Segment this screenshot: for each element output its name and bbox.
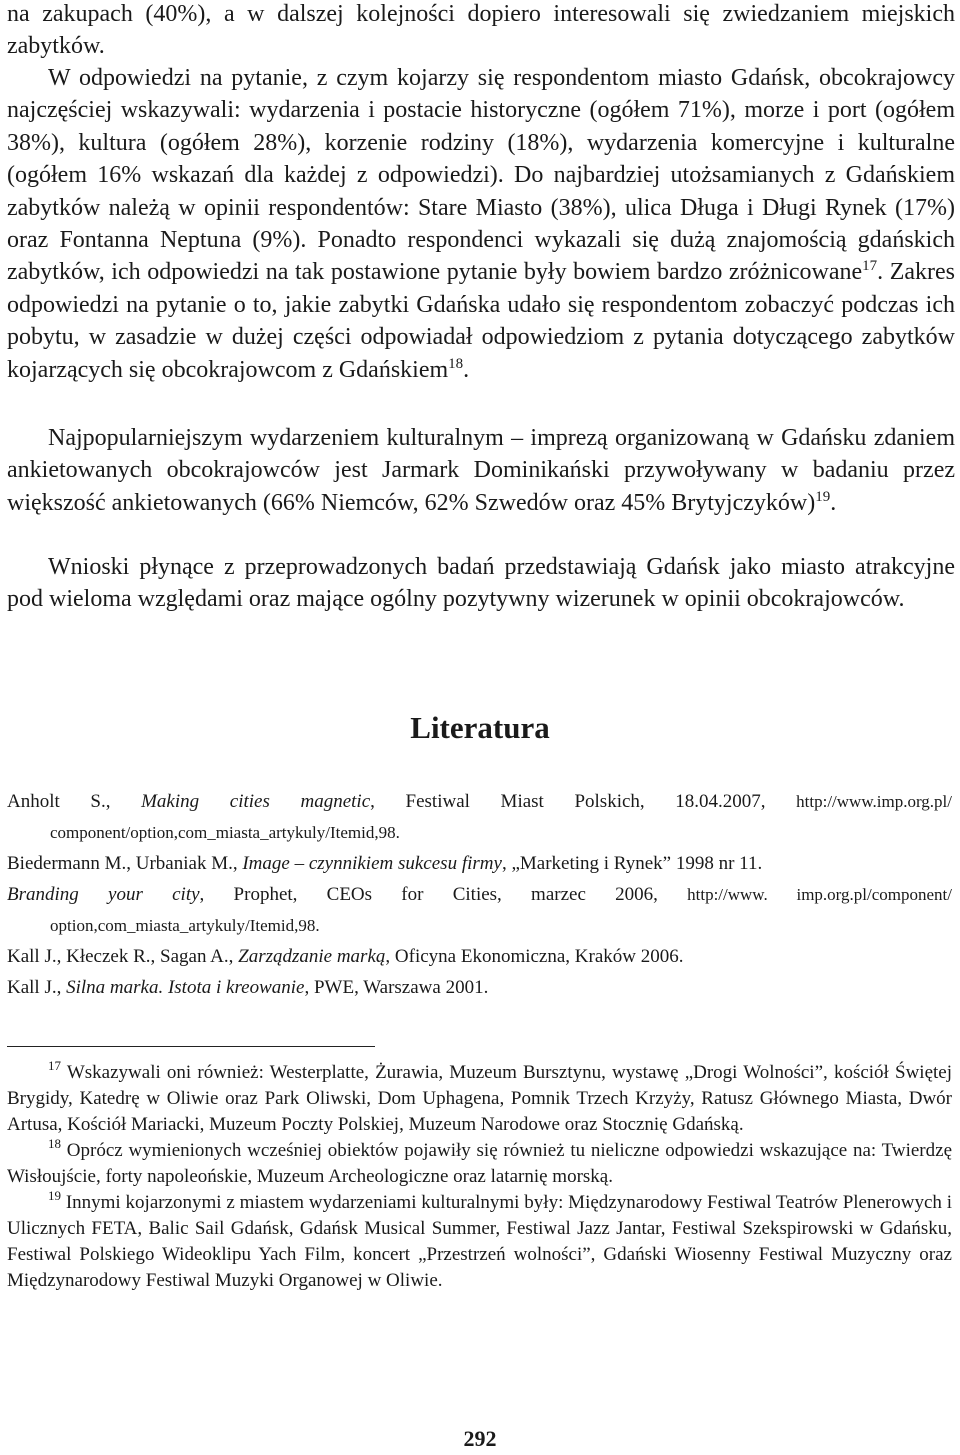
reference-details: , Oficyna Ekonomiczna, Kraków 2006. — [385, 946, 684, 967]
body-paragraph-2 — [7, 62, 955, 386]
reference-authors: Kall J., Kłeczek R., Sagan A., — [7, 946, 239, 967]
body-paragraph-4 — [7, 551, 955, 616]
footnote-ref-17[interactable]: 17 — [862, 258, 878, 275]
page-number: 292 — [463, 1426, 497, 1451]
footnote-19 — [7, 1190, 952, 1294]
footnotes — [7, 1060, 952, 1294]
reference-item — [7, 848, 952, 879]
footnote-text: Innymi kojarzonymi z miastem wydarzeniami kulturalnymi były: Międzynarodowy Festiwal Teatrów Plenerowych i Ulicznych FETA, Balic Sail Gdańsk, Gdańsk Musical Summer, Festiwal Jazz Jantar, Festiwal Szekspirowski w Gdańsku, Festiwal Polskiego Wideoklipu Yach Film, koncert „Przestrzeń wolności”, Gdański Wiosenny Festiwal Muzyczny oraz Międzynarodowy Festiwal Muzyki Organowej w Oliwie. — [7, 1192, 952, 1291]
reference-authors: Kall J., — [7, 977, 67, 998]
reference-item — [7, 972, 952, 1003]
footnote-number: 18 — [48, 1136, 61, 1151]
reference-title: Image – czynnikiem sukcesu firmy — [242, 853, 502, 874]
reference-details: , Prophet, CEOs for Cities, marzec 2006, — [199, 884, 688, 905]
footnote-text: Oprócz wymienionych wcześniej obiektów pojawiły się również tu nieliczne odpowiedzi wskazujące na: Twierdzę Wisłoujście, forty napoleońskie, Muzeum Archeologiczne oraz latarnię morską. — [7, 1140, 952, 1187]
body-paragraph-3 — [7, 422, 955, 519]
paragraph-text: . — [830, 489, 837, 516]
footnote-18 — [7, 1138, 952, 1190]
footnote-separator — [7, 1046, 375, 1047]
reference-title: Making cities magnetic — [141, 791, 371, 812]
paragraph-text: Wnioski płynące z przeprowadzonych badań przedstawiają Gdańsk jako miasto atrakcyjne pod wieloma względami oraz mające ogólny pozytywny wizerunek w opinii obcokrajowców. — [7, 554, 955, 613]
reference-url[interactable]: http://www. imp.org.pl/component/ option,com_miasta_artykuly/Itemid,98. — [50, 885, 952, 935]
footnote-number: 17 — [48, 1058, 61, 1073]
reference-authors: Biedermann M., Urbaniak M., — [7, 853, 243, 874]
reference-details: , Festiwal Miast Polskich, 18.04.2007, — [370, 791, 797, 812]
reference-details: , PWE, Warszawa 2001. — [304, 977, 489, 998]
reference-item — [7, 879, 952, 941]
paragraph-text: W odpowiedzi na pytanie, z czym kojarzy się respondentom miasto Gdańsk, obcokrajowcy najczęściej wskazywali: wydarzenia i postacie historyczne (ogółem 71%), morze i port (ogółem 38%), kultura (ogółem 28%), korzenie rodziny (18%), wydarzenia komercyjne i kulturalne (ogółem 16% wskazań dla każdej z odpowiedzi). Do najbardziej utożsamianych z Gdańskiem zabytków należą w opinii respondentów: Stare Miasto (38%), ulica Długa i Długi Rynek (17%) oraz Fontanna Neptuna (9%). Ponadto respondenci wykazali się dużą znajomością gdańskich zabytków, ich odpowiedzi na tak postawione pytanie były bowiem bardzo zróżnicowane — [7, 65, 955, 286]
reference-title: Zarządzanie marką — [238, 946, 386, 967]
paragraph-text: Najpopularniejszym wydarzeniem kulturalnym – imprezą organizowaną w Gdańsku zdaniem ankietowanych obcokrajowców jest Jarmark Dominikański przywoływany w badaniu przez większość ankietowanych (66% Niemców, 62% Szwedów oraz 45% Brytyjczyków) — [7, 425, 955, 516]
footnote-ref-18[interactable]: 18 — [448, 355, 464, 372]
footnote-text: Wskazywali oni również: Westerplatte, Żurawia, Muzeum Bursztynu, wystawę „Drogi Wolności”, kościół Świętej Brygidy, Katedrę w Oliwie oraz Park Oliwski, Dom Uphagena, Pomnik Trzech Krzyży, Ratusz Głównego Miasta, Dwór Artusa, Kościół Mariacki, Muzeum Poczty Polskiej, Muzeum Narodowe oraz Stocznię Gdańską. — [7, 1062, 952, 1135]
footnote-number: 19 — [48, 1188, 61, 1203]
paragraph-text: . — [463, 356, 470, 383]
reference-title: Branding your city — [7, 884, 200, 905]
reference-authors: Anholt S., — [7, 791, 142, 812]
paragraph-text: . Zakres odpowiedzi na pytanie o to, jakie zabytki Gdańska udało się respondentom zobaczyć podczas ich pobytu, w zasadzie w dużej części odpowiadał odpowiedziom z pytania dotyczącego zabytków kojarzących się obcokrajowcom z Gdańskiem — [7, 259, 955, 383]
reference-item — [7, 786, 952, 848]
section-heading: Literatura — [410, 710, 550, 745]
footnote-ref-19[interactable]: 19 — [815, 488, 831, 505]
reference-url[interactable]: http://www.imp.org.pl/ component/option,com_miasta_artykuly/Itemid,98. — [50, 792, 952, 842]
reference-title: Silna marka. Istota i kreowanie — [66, 977, 305, 998]
references-list — [7, 786, 952, 1003]
reference-details: , „Marketing i Rynek” 1998 nr 11. — [501, 853, 763, 874]
footnote-17 — [7, 1060, 952, 1138]
paragraph-text: na zakupach (40%), a w dalszej kolejności dopiero interesowali się zwiedzaniem miejskich zabytków. — [7, 1, 955, 60]
reference-item — [7, 941, 952, 972]
body-paragraph-1 — [7, 0, 955, 63]
